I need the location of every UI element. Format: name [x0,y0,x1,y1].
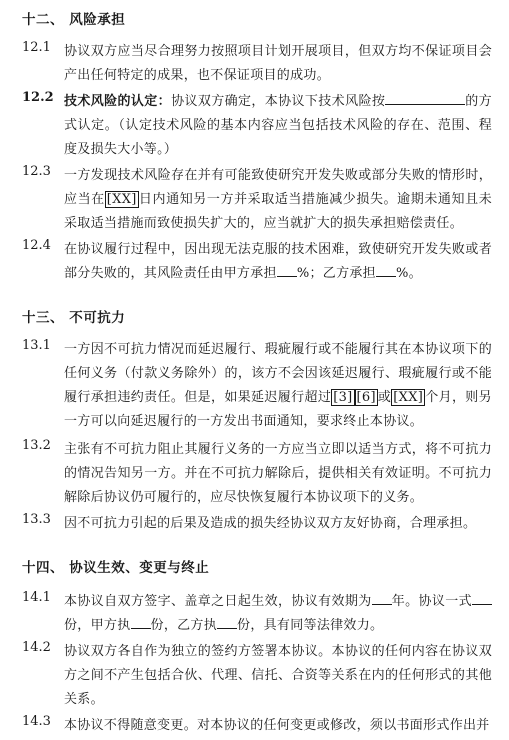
clause-text-part: 份，甲方执 [64,618,131,633]
clause-12-3 [22,164,492,236]
clause-lead: 技术风险的认定： [64,94,172,109]
clause-number: 13.1 [22,338,51,353]
clause-text-part: 在协议履行过程中，因出现无法克服的技术困难，致使研究开发失败或者部分失败的，其风险责任由甲方承担 [64,242,492,281]
clause-text: 协议双方应当尽合理努力按照项目计划开展项目，但双方均不保证项目会产出任何特定的成果，也不保证项目的成功。 [64,44,492,83]
clause-text-part: 份，具有同等法律效力。 [237,618,384,633]
fill-blank[interactable] [376,262,396,277]
fill-blank[interactable] [372,590,392,605]
section-title-14: 十四、 协议生效、变更与终止 [22,560,210,576]
clause-12-1 [22,40,492,88]
clause-text: 主张有不可抗力阻止其履行义务的一方应当立即以适当方式，将不可抗力的情况告知另一方。并在不可抗力解除后，提供相关有效证明。不可抗力解除后协议仍可履行的，应尽快恢复履行本协议项下的义务。 [64,442,492,505]
clause-text [64,590,492,638]
clause-text-part: 年。协议一式 [391,594,472,609]
clause-text [64,338,492,434]
clause-number: 12.3 [22,164,51,179]
clause-text-part: 或 [377,390,392,405]
clause-number: 14.1 [22,590,51,605]
clause-14-3 [22,714,492,738]
placeholder-box: [3] [333,390,353,405]
fill-blank[interactable] [131,614,151,629]
fill-blank[interactable] [217,614,237,629]
clause-text-part: 日内通知另一方并采取适当措施减少损失。逾期未通知且未采取适当措施而致使损失扩大的，应当就扩大的损失承担赔偿责任。 [64,192,492,231]
clause-number: 14.2 [22,640,51,655]
clause-text-part: 一方因不可抗力情况而延迟履行、瑕疵履行或不能履行其在本协议项下的任何义务（付款义务除外）的，该方不会因该延迟履行、瑕疵履行或不能履行承担违约责任。但是，如果延迟履行超过 [64,342,492,405]
clause-number: 12.4 [22,238,51,253]
section-title-12: 十二、 风险承担 [22,12,126,28]
clause-12-4 [22,238,492,286]
clause-number: 13.3 [22,512,51,527]
clause-12-2 [22,90,492,162]
clause-number: 12.1 [22,40,51,55]
clause-text-part: 的方式认定。（认定技术风险的基本内容应当包括技术风险的存在、范围、程度及损失大小等。） [64,94,492,157]
clause-text [64,90,492,162]
clause-number: 13.2 [22,438,51,453]
fill-blank[interactable] [472,590,492,605]
clause-13-1 [22,338,492,434]
clause-text [64,164,492,236]
clause-number: 12.2 [22,90,54,105]
clause-text [64,238,492,286]
fill-blank[interactable] [385,90,465,105]
clause-14-1 [22,590,492,638]
clause-text-part: 一方发现技术风险存在并有可能致使研究开发失败或部分失败的情形时，应当在 [64,168,492,207]
clause-14-2 [22,640,492,712]
fill-blank[interactable] [277,262,297,277]
placeholder-box: [XX] [106,192,137,207]
clause-text-part: 本协议自双方签字、盖章之日起生效，协议有效期为 [64,594,372,609]
clause-text: 本协议不得随意变更。对本协议的任何变更或修改，须以书面形式作出并 [64,718,490,733]
clause-text-part: 协议双方确定，本协议下技术风险按 [171,94,386,109]
clause-13-3 [22,512,492,536]
clause-text: 因不可抗力引起的后果及造成的损失经协议双方友好协商，合理承担。 [64,516,477,531]
section-title-13: 十三、 不可抗力 [22,310,126,326]
clause-text-part: 份，乙方执 [150,618,218,633]
clause-text-part: %；乙方承担 [296,266,376,281]
clause-13-2 [22,438,492,510]
clause-text-part: %。 [395,266,422,281]
clause-text-part: 个月，则另一方可以向延迟履行的一方发出书面通知，要求终止本协议。 [64,390,492,429]
clause-text: 协议双方各自作为独立的签约方签署本协议。本协议的任何内容在协议双方之间不产生包括合伙、代理、信托、合资等关系在内的任何形式的其他关系。 [64,644,492,707]
clause-number: 14.3 [22,714,51,729]
placeholder-box: [6] [356,390,376,405]
placeholder-box: [XX] [393,390,424,405]
